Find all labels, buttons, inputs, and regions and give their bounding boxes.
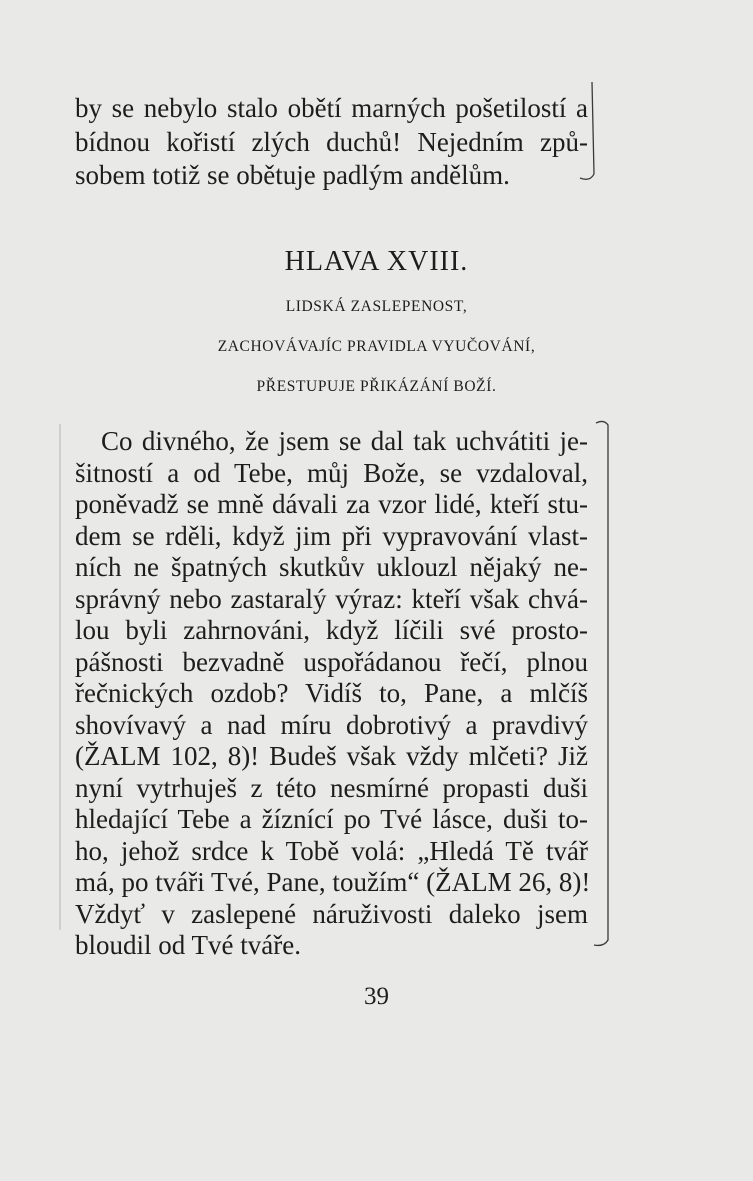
body-line-1: Co divného, že jsem se dal tak uchvátiti je- <box>101 426 588 456</box>
body-line-2: šitností a od Tebe, můj Bože, se vzdaloval, <box>75 458 588 488</box>
body-line-12: nyní vytrhuješ z této nesmírné propasti duši <box>75 773 588 803</box>
body-line-7: lou byli zahrnováni, když líčili své prosto- <box>75 615 588 645</box>
body-line-9: řečnických ozdob? Vidíš to, Pane, a mlčíš <box>75 678 588 708</box>
intro-line-3: sobem totiž se obětuje padlým andělům. <box>75 160 510 190</box>
body-line-15: má, po tváři Tvé, Pane, toužím“ (ŽALM 26, 8)! <box>75 867 591 897</box>
body-line-16: Vždyť v zaslepené náruživosti daleko jsem <box>75 899 588 929</box>
body-line-11: (ŽALM 102, 8)! Budeš však vždy mlčeti? Již <box>75 741 588 771</box>
intro-line-2: bídnou kořistí zlých duchů! Nejedním způ- <box>75 127 588 157</box>
body-line-8: pášnosti bezvadně uspořádanou řečí, plnou <box>75 647 588 677</box>
slip-bracket-top <box>570 78 610 188</box>
chapter-subtitle-3: PŘESTUPUJE PŘIKÁZÁNÍ BOŽÍ. <box>256 378 497 395</box>
body-line-17: bloudil od Tvé tváře. <box>75 930 301 960</box>
chapter-title: HLAVA XVIII. <box>284 246 469 277</box>
slip-edge-left <box>50 418 70 938</box>
chapter-subtitle-1: LIDSKÁ ZASLEPENOST, <box>285 298 468 315</box>
slip-bracket-body <box>590 415 620 955</box>
body-line-13: hledající Tebe a žíznící po Tvé lásce, duši to- <box>75 804 588 834</box>
body-line-3: poněvadž se mně dávali za vzor lidé, kteří stu- <box>75 489 588 519</box>
chapter-subtitle-2: ZACHOVÁVAJÍC PRAVIDLA VYUČOVÁNÍ, <box>217 338 536 355</box>
body-line-14: ho, jehož srdce k Tobě volá: „Hledá Tě tvář <box>75 836 588 866</box>
body-line-10: shovívavý a nad míru dobrotivý a pravdivý <box>75 710 588 740</box>
body-line-5: ních ne špatných skutkův uklouzl nějaký ne- <box>75 552 588 582</box>
page-number: 39 <box>364 983 389 1010</box>
intro-line-1: by se nebylo stalo obětí marných pošetilostí a <box>75 93 588 123</box>
body-line-4: dem se rděli, když jim při vypravování vlast- <box>75 521 588 551</box>
body-line-6: správný nebo zastaralý výraz: kteří však chvá- <box>75 584 588 614</box>
